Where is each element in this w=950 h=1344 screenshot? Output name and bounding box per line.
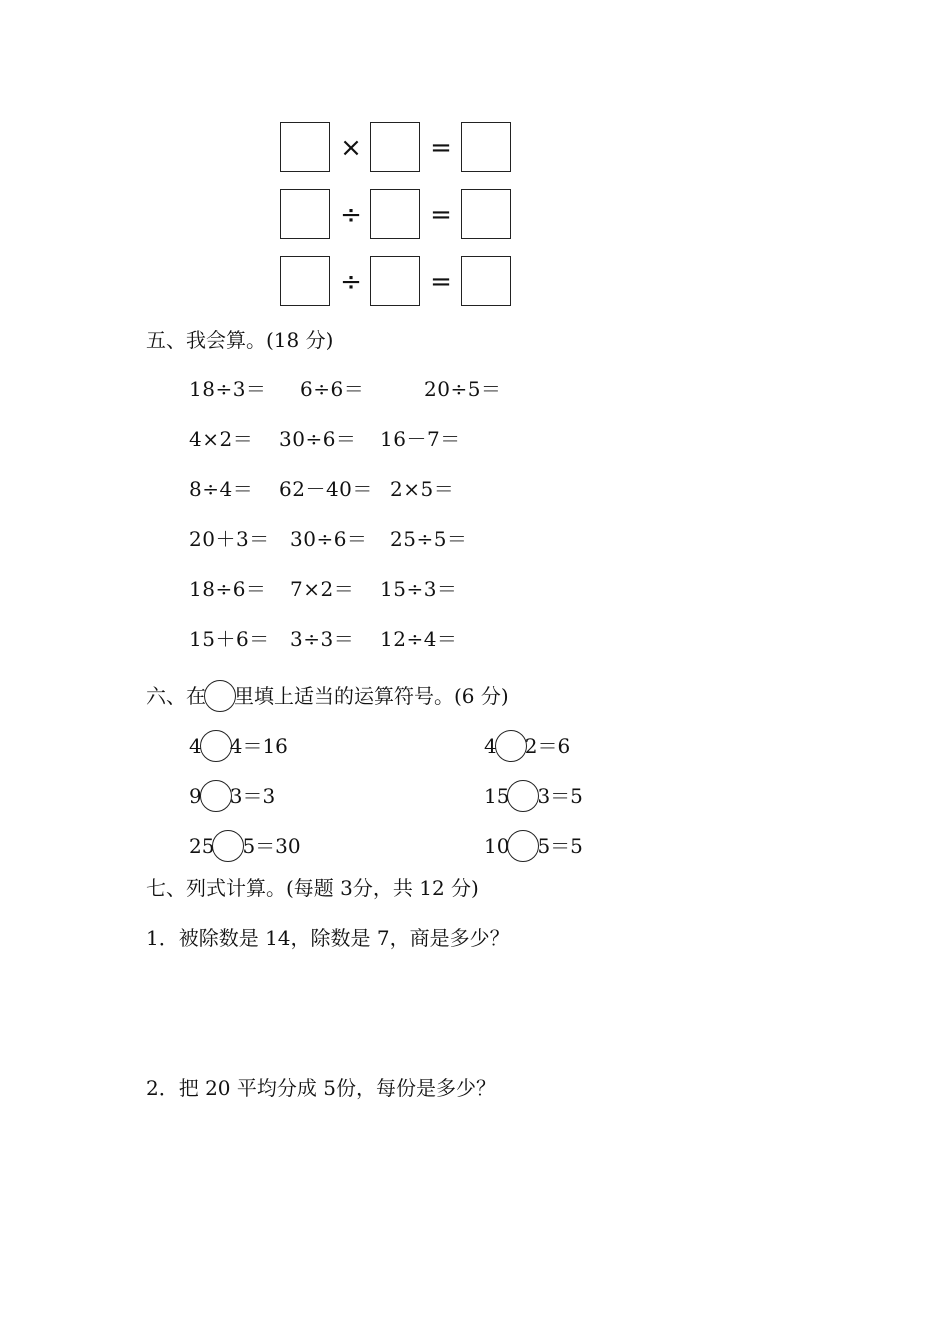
equals-sign: = bbox=[430, 267, 452, 297]
circle-icon bbox=[204, 680, 236, 712]
expr-right: 5＝5 bbox=[537, 834, 583, 858]
expr-left: 25 bbox=[189, 834, 215, 858]
expr-right: 2＝6 bbox=[524, 734, 571, 758]
calc-item: 30÷6＝ bbox=[279, 427, 357, 451]
operator-fill-item bbox=[484, 780, 583, 812]
section6-title-before: 六、在 bbox=[146, 684, 206, 708]
operator-circle-input[interactable] bbox=[212, 830, 244, 862]
operator-fill-item bbox=[484, 730, 570, 762]
word-problem-2: 2．把 20 平均分成 5份，每份是多少？ bbox=[146, 1076, 496, 1100]
section5-title: 五、我会算。(18 分) bbox=[146, 328, 334, 352]
calc-item: 62－40＝ bbox=[279, 477, 373, 501]
calc-item: 16－7＝ bbox=[380, 427, 461, 451]
word-problem-1: 1．被除数是 14，除数是 7，商是多少？ bbox=[146, 926, 510, 950]
answer-box[interactable] bbox=[280, 122, 330, 172]
calc-item: 18÷3＝ bbox=[189, 377, 267, 401]
answer-box[interactable] bbox=[370, 189, 420, 239]
operator-fill-item bbox=[189, 730, 288, 762]
calc-item: 20÷5＝ bbox=[424, 377, 502, 401]
operator-circle-input[interactable] bbox=[507, 780, 539, 812]
calc-item: 18÷6＝ bbox=[189, 577, 267, 601]
expr-right: 3＝3 bbox=[229, 784, 276, 808]
expr-left: 10 bbox=[484, 834, 510, 858]
operator-circle-input[interactable] bbox=[200, 780, 232, 812]
operator-sign: ÷ bbox=[340, 267, 362, 297]
calc-item: 25÷5＝ bbox=[390, 527, 468, 551]
section7-title: 七、列式计算。(每题 3分，共 12 分) bbox=[146, 876, 479, 900]
answer-box[interactable] bbox=[461, 189, 511, 239]
equals-sign: = bbox=[430, 133, 452, 163]
calc-item: 8÷4＝ bbox=[189, 477, 254, 501]
calc-item: 7×2＝ bbox=[290, 577, 355, 601]
answer-box[interactable] bbox=[370, 122, 420, 172]
operator-fill-item bbox=[484, 830, 583, 862]
calc-item: 15＋6＝ bbox=[189, 627, 270, 651]
calc-item: 3÷3＝ bbox=[290, 627, 355, 651]
expr-right: 4＝16 bbox=[229, 734, 288, 758]
answer-box[interactable] bbox=[370, 256, 420, 306]
calc-item: 30÷6＝ bbox=[290, 527, 368, 551]
operator-fill-item bbox=[189, 830, 301, 862]
calc-item: 6÷6＝ bbox=[300, 377, 365, 401]
answer-box[interactable] bbox=[461, 122, 511, 172]
expr-right: 5＝30 bbox=[242, 834, 301, 858]
answer-box[interactable] bbox=[280, 256, 330, 306]
answer-box[interactable] bbox=[280, 189, 330, 239]
operator-sign: × bbox=[340, 133, 362, 163]
expr-left: 15 bbox=[484, 784, 510, 808]
operator-circle-input[interactable] bbox=[507, 830, 539, 862]
calc-item: 4×2＝ bbox=[189, 427, 254, 451]
section6-title-after: 里填上适当的运算符号。(6 分) bbox=[234, 684, 509, 708]
calc-item: 12÷4＝ bbox=[380, 627, 458, 651]
operator-sign: ÷ bbox=[340, 200, 362, 230]
answer-box[interactable] bbox=[461, 256, 511, 306]
operator-fill-item bbox=[189, 780, 275, 812]
equals-sign: = bbox=[430, 200, 452, 230]
expr-left: 4 bbox=[189, 734, 202, 758]
operator-circle-input[interactable] bbox=[200, 730, 232, 762]
calc-item: 20＋3＝ bbox=[189, 527, 270, 551]
operator-circle-input[interactable] bbox=[495, 730, 527, 762]
expr-left: 4 bbox=[484, 734, 497, 758]
expr-right: 3＝5 bbox=[537, 784, 583, 808]
calc-item: 2×5＝ bbox=[390, 477, 455, 501]
calc-item: 15÷3＝ bbox=[380, 577, 458, 601]
section6-title bbox=[146, 680, 509, 712]
expr-left: 9 bbox=[189, 784, 202, 808]
